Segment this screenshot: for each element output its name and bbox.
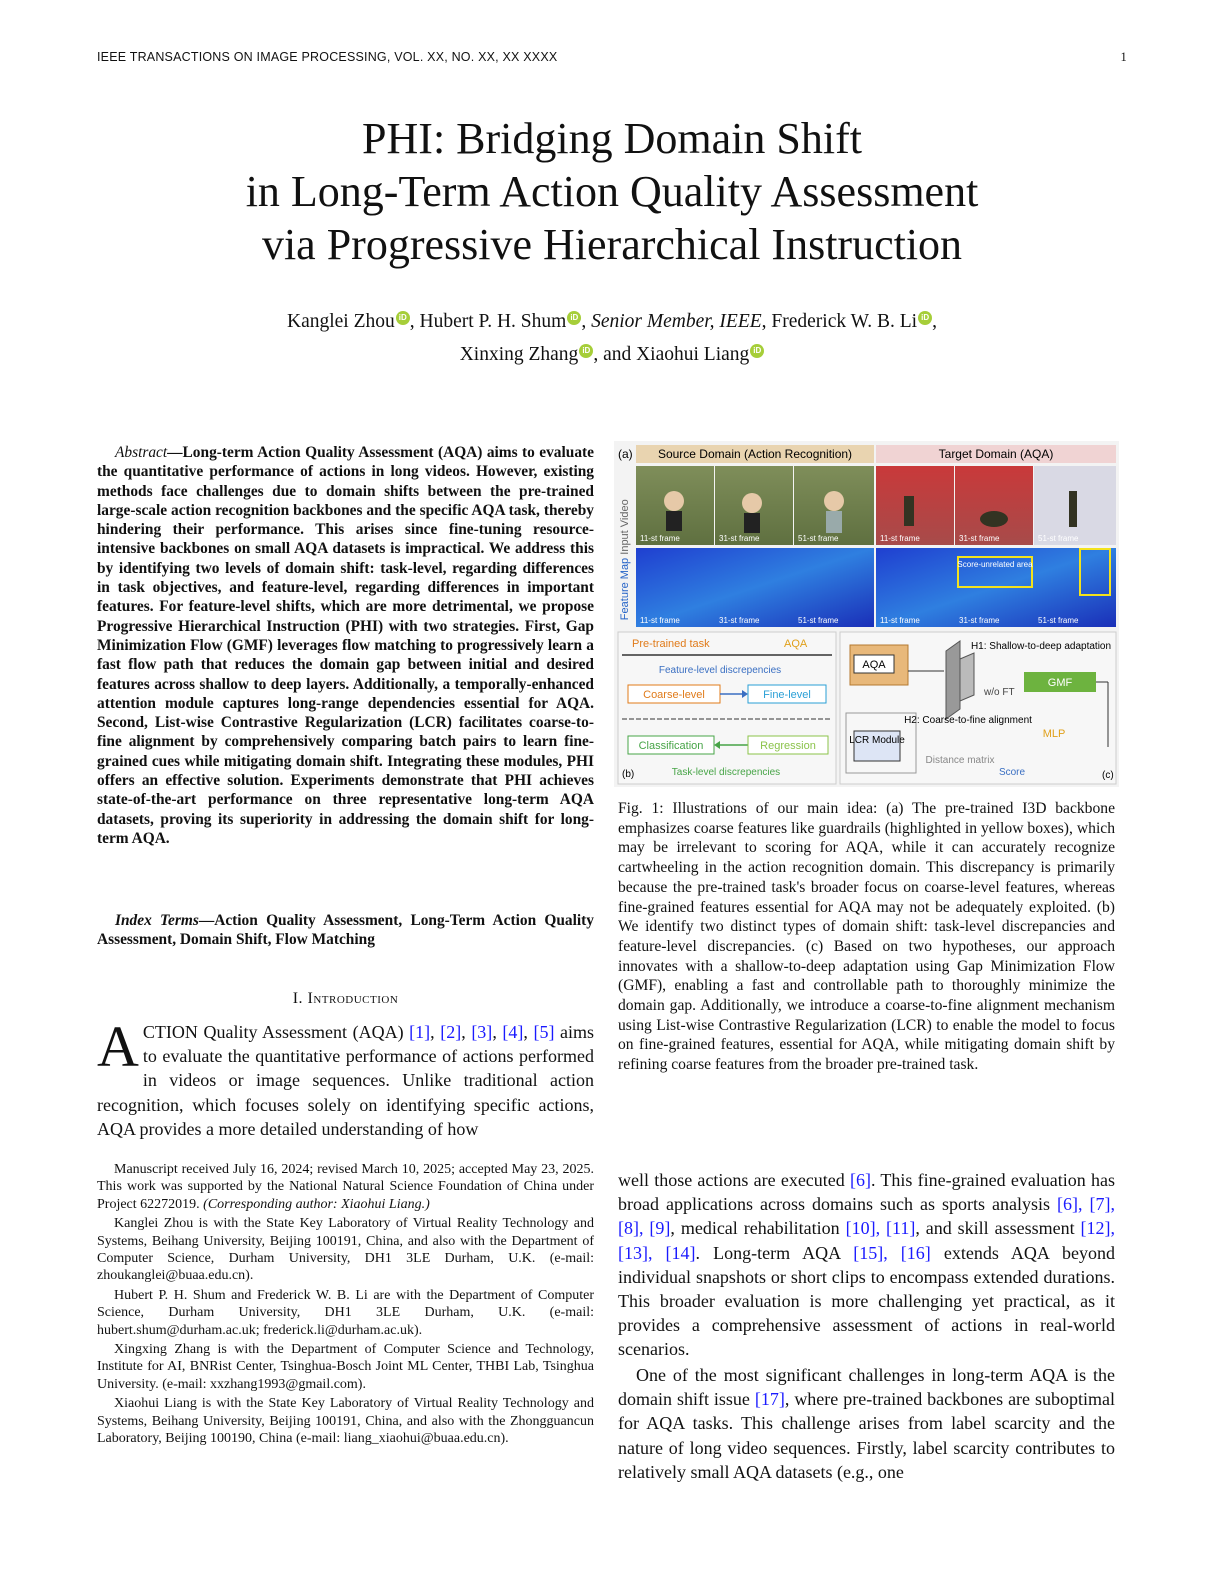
pretrained-task-label: Pre-trained task — [632, 638, 710, 650]
orcid-icon[interactable]: iD — [567, 311, 581, 325]
panel-label-b: (b) — [622, 769, 635, 780]
citation-link[interactable]: [6] — [850, 1170, 872, 1190]
orcid-icon[interactable]: iD — [750, 344, 764, 358]
score-unrelated-label: Score-unrelated area — [957, 560, 1033, 569]
svg-text:31-st frame: 31-st frame — [719, 534, 760, 543]
abstract-label: Abstract — [115, 444, 168, 461]
page-number: 1 — [1120, 50, 1127, 64]
title-line-1: PHI: Bridging Domain Shift — [362, 114, 862, 163]
task-level-label: Task-level discrepencies — [671, 767, 781, 778]
score-label: Score — [998, 767, 1026, 778]
mlp-label: MLP — [1042, 728, 1066, 740]
index-terms-text: Action Quality Assessment, Long-Term Action Quality Assessment, Domain Shift, Flow Matching — [97, 912, 595, 949]
h1-label: H1: Shallow-to-deep adaptation — [970, 641, 1112, 652]
footnotes — [97, 1161, 594, 1450]
citation-link[interactable]: [12], [13], [14] — [618, 1218, 1116, 1263]
body-paragraph: well those actions are executed [6]. This fine-grained evaluation has broad applications across domains such as sports analysis [6], [7], [8], [9], medical rehabilitation [10], [11], and skill assessment [12], [13], [14]. Long-term AQA [15], [16] extends AQA beyond individual snapshots or short clips to encompass extended durations. This broader evaluation is more challenging yet practical, as it provides a comprehensive assessment of actions in real-world scenarios. — [618, 1170, 1116, 1360]
row-label-input: Input Video — [619, 499, 631, 555]
target-domain-label: Target Domain (AQA) — [938, 447, 1054, 461]
fine-level-box: Fine-level — [763, 689, 811, 701]
citation-link[interactable]: [6], [7], [8], [9] — [618, 1194, 1116, 1239]
source-domain-label: Source Domain (Action Recognition) — [657, 447, 853, 461]
title-line-2: in Long-Term Action Quality Assessment — [245, 167, 979, 216]
title-line-3: via Progressive Hierarchical Instruction — [261, 220, 963, 269]
svg-text:31-st frame: 31-st frame — [959, 534, 1000, 543]
footnote-affiliation: Hubert P. H. Shum and Frederick W. B. Li are with the Department of Computer Science, Durham University, DH1 3LE Durham, U.K. (e-mail: hubert.shum@durham.ac.uk; frederick.li@durham.ac.uk). — [97, 1287, 594, 1338]
svg-text:11-st frame: 11-st frame — [640, 616, 680, 625]
orcid-icon[interactable]: iD — [579, 344, 593, 358]
coarse-level-box: Coarse-level — [643, 689, 705, 701]
author-list: Kanglei Zhou iD , Hubert P. H. Shum iD , Senior Member, IEEE, Frederick W. B. Li iD , Xinxing Zhang iD , and Xiaohui Liang iD — [287, 311, 937, 365]
row-label-feature: Feature Map — [619, 557, 631, 621]
figure-caption: Fig. 1: Illustrations of our main idea: (a) The pre-trained I3D backbone emphasizes coarse features like guardrails (highlighted in yellow boxes), which may be irrelevant to scoring for AQA, while it can accurately recognize cartwheeling in the action recognition domain. This discrepancy is primarily because the pre-trained task's broader focus on coarse-level features, whereas fine-grained features essential for AQA may not be adequately exploited. (b) We identify two distinct types of domain shift: task-level discrepancies and feature-level discrepancies. (c) Based on two hypotheses, our approach innovates with a shallow-to-deep adaptation using Gap Minimization Flow (GMF), enabling a fast and controllable path to thoroughly minimize the domain gap. Additionally, we introduce a coarse-to-fine alignment mechanism using List-wise Contrastive Regularization (LCR) to enable the model to focus on fine-grained features, essential for AQA, while mitigating domain shift by refining coarse features from the broader pre-trained task. — [618, 800, 1115, 1074]
h2-label: H2: Coarse-to-fine alignment — [904, 715, 1032, 726]
citation-link[interactable]: [15], [16] — [853, 1242, 931, 1263]
wo-ft-label: w/o FT — [984, 687, 1015, 698]
citation-link[interactable]: [3] — [471, 1022, 493, 1042]
svg-text:51-st frame: 51-st frame — [798, 616, 839, 625]
footnote-manuscript: Manuscript received July 16, 2024; revised March 10, 2025; accepted May 23, 2025. This work was supported by the National Natural Science Foundation of China under Project 62272019. (Corresponding author: Xiaohui Liang.) — [97, 1162, 594, 1212]
svg-text:31-st frame: 31-st frame — [719, 616, 760, 625]
svg-text:51-st frame: 51-st frame — [1038, 534, 1079, 543]
author-name: Frederick W. B. Li — [771, 311, 918, 332]
footnote-affiliation: Xingxing Zhang is with the Department of Computer Science and Technology, Institute for AI, BNRist Center, Tsinghua-Bosch Joint ML Center, THBI Lab, Tsinghua University. (e-mail: xxzhang1993@gmail.com). — [97, 1342, 594, 1392]
index-terms-label: Index Terms — [115, 912, 199, 929]
svg-text:GMF: GMF — [1047, 677, 1073, 689]
distance-matrix-label: Distance matrix — [925, 755, 995, 766]
panel-label-a: (a) — [618, 447, 633, 461]
aqa-input-box: AQA — [862, 659, 886, 671]
author-name: Xiaohui Liang — [636, 344, 750, 365]
orcid-icon[interactable]: iD — [918, 311, 932, 325]
body-paragraph: One of the most significant challenges in long-term AQA is the domain shift issue [17], where pre-trained backbones are suboptimal for AQA tasks. This challenge arises from label scarcity and the nature of long video sequences. Firstly, label scarcity contributes to relatively small AQA datasets (e.g., one — [618, 1365, 1115, 1482]
panel-label-c: (c) — [1102, 770, 1114, 781]
citation-link[interactable]: [5] — [533, 1022, 555, 1042]
citation-link[interactable]: [2] — [440, 1022, 462, 1042]
footnote-affiliation: Kanglei Zhou is with the State Key Laboratory of Virtual Reality Technology and Systems, Beihang University, Beijing 100191, China, and also with the Department of Computer Science, Durham University, DH1 3LE Durham, U.K. (e-mail: zhoukanglei@buaa.edu.cn). — [97, 1216, 594, 1284]
journal-header: IEEE TRANSACTIONS ON IMAGE PROCESSING, VOL. XX, NO. XX, XX XXXX — [97, 50, 558, 64]
citation-link[interactable]: [10], [11] — [845, 1218, 916, 1239]
svg-text:11-st frame: 11-st frame — [880, 534, 920, 543]
regression-box: Regression — [760, 740, 816, 752]
footnote-affiliation: Xiaohui Liang is with the State Key Laboratory of Virtual Reality Technology and Systems, Beihang University, Beijing 100191, China, and also with the Zhongguancun Laboratory, Beijing 100190, China (e-mail: liang_xiaohui@buaa.edu.cn). — [97, 1396, 594, 1447]
svg-text:31-st frame: 31-st frame — [959, 616, 1000, 625]
dropcap: A — [97, 1014, 139, 1079]
backbone-icon — [946, 641, 960, 719]
intro-paragraph: ACTION Quality Assessment (AQA) [1], [2], [3], [4], [5] aims to evaluate the quantitative performance of actions performed in videos or image sequences. Unlike traditional action recognition, which focuses solely on identifying specific actions, AQA provides a more detailed understanding of how — [97, 1014, 595, 1139]
author-name: Xinxing Zhang — [459, 344, 579, 365]
index-terms: Index Terms—Action Quality Assessment, Long-Term Action Quality Assessment, Domain Shift, Flow Matching — [97, 912, 595, 949]
svg-text:11-st frame: 11-st frame — [640, 534, 680, 543]
author-name: Hubert P. H. Shum — [419, 311, 567, 332]
orcid-icon[interactable]: iD — [396, 311, 410, 325]
classification-box: Classification — [638, 740, 704, 752]
svg-text:51-st frame: 51-st frame — [1038, 616, 1079, 625]
aqa-label: AQA — [784, 638, 808, 650]
feature-level-label: Feature-level discrepencies — [658, 665, 782, 676]
svg-text:51-st frame: 51-st frame — [798, 534, 839, 543]
abstract-text: Long-term Action Quality Assessment (AQA) aims to evaluate the quantitative performance of actions in long videos. However, existing methods face challenges due to domain shifts between the pre-trained large-scale action recognition backbones and the specific AQA task, thereby hindering their performance. This arises since fine-tuning resource-intensive backbones on small AQA datasets is impractical. We address this by identifying two levels of domain shift: task-level, regarding differences in task objectives, and feature-level, regarding differences in important features. For feature-level shifts, which are more detrimental, we propose Progressive Hierarchical Instruction (PHI) with two strategies. First, Gap Minimization Flow (GMF) leverages flow matching to progressively learn a fast flow path that reduces the domain gap between initial and desired features across shallow to deep layers. Additionally, a temporally-enhanced attention module captures long-range dependencies essential for AQA. Second, List-wise Contrastive Regularization (LCR) facilitates coarse-to-fine alignment by comprehensively comparing batch pairs to learn fine-grained cues while mitigating domain shift. Integrating these modules, PHI offers an effective solution. Experiments demonstrate that PHI achieves state-of-the-art performance on three representative long-term AQA datasets, proving its superiority in addressing the domain shift for long-term AQA. — [97, 444, 594, 847]
lcr-module-label: LCR Module — [849, 735, 905, 746]
paper-title — [90, 112, 1134, 271]
abstract: Abstract—Long-term Action Quality Assessment (AQA) aims to evaluate the quantitative performance of actions in long videos. However, existing methods face challenges due to domain shifts between the pre-trained large-scale action recognition backbones and the specific AQA task, thereby hindering their performance. This arises since fine-tuning resource-intensive backbones on small AQA datasets is impractical. We address this by identifying two levels of domain shift: task-level, regarding differences in task objectives, and feature-level, regarding differences in important features. For feature-level shifts, which are more detrimental, we propose Progressive Hierarchical Instruction (PHI) with two strategies. First, Gap Minimization Flow (GMF) leverages flow matching to progressively learn a fast flow path that reduces the domain gap between initial and desired features across shallow to deep layers. Additionally, a temporally-enhanced attention module captures long-range dependencies essential for AQA. Second, List-wise Contrastive Regularization (LCR) facilitates coarse-to-fine alignment by comprehensively comparing batch pairs to learn fine-grained cues while mitigating domain shift. Integrating these modules, PHI offers an effective solution. Experiments demonstrate that PHI achieves state-of-the-art performance on three representative long-term AQA datasets, proving its superiority in addressing the domain shift for long-term AQA. — [97, 444, 594, 847]
author-name: Kanglei Zhou — [287, 311, 395, 332]
author-role: Senior Member, IEEE — [591, 311, 762, 332]
citation-link[interactable]: [17] — [754, 1389, 785, 1410]
running-header — [97, 50, 1127, 64]
section-heading: I. Introduction — [292, 990, 399, 1007]
svg-text:11-st frame: 11-st frame — [880, 616, 920, 625]
figure-1 — [614, 441, 1119, 787]
citation-link[interactable]: [4] — [502, 1022, 524, 1042]
citation-link[interactable]: [1] — [409, 1022, 431, 1042]
